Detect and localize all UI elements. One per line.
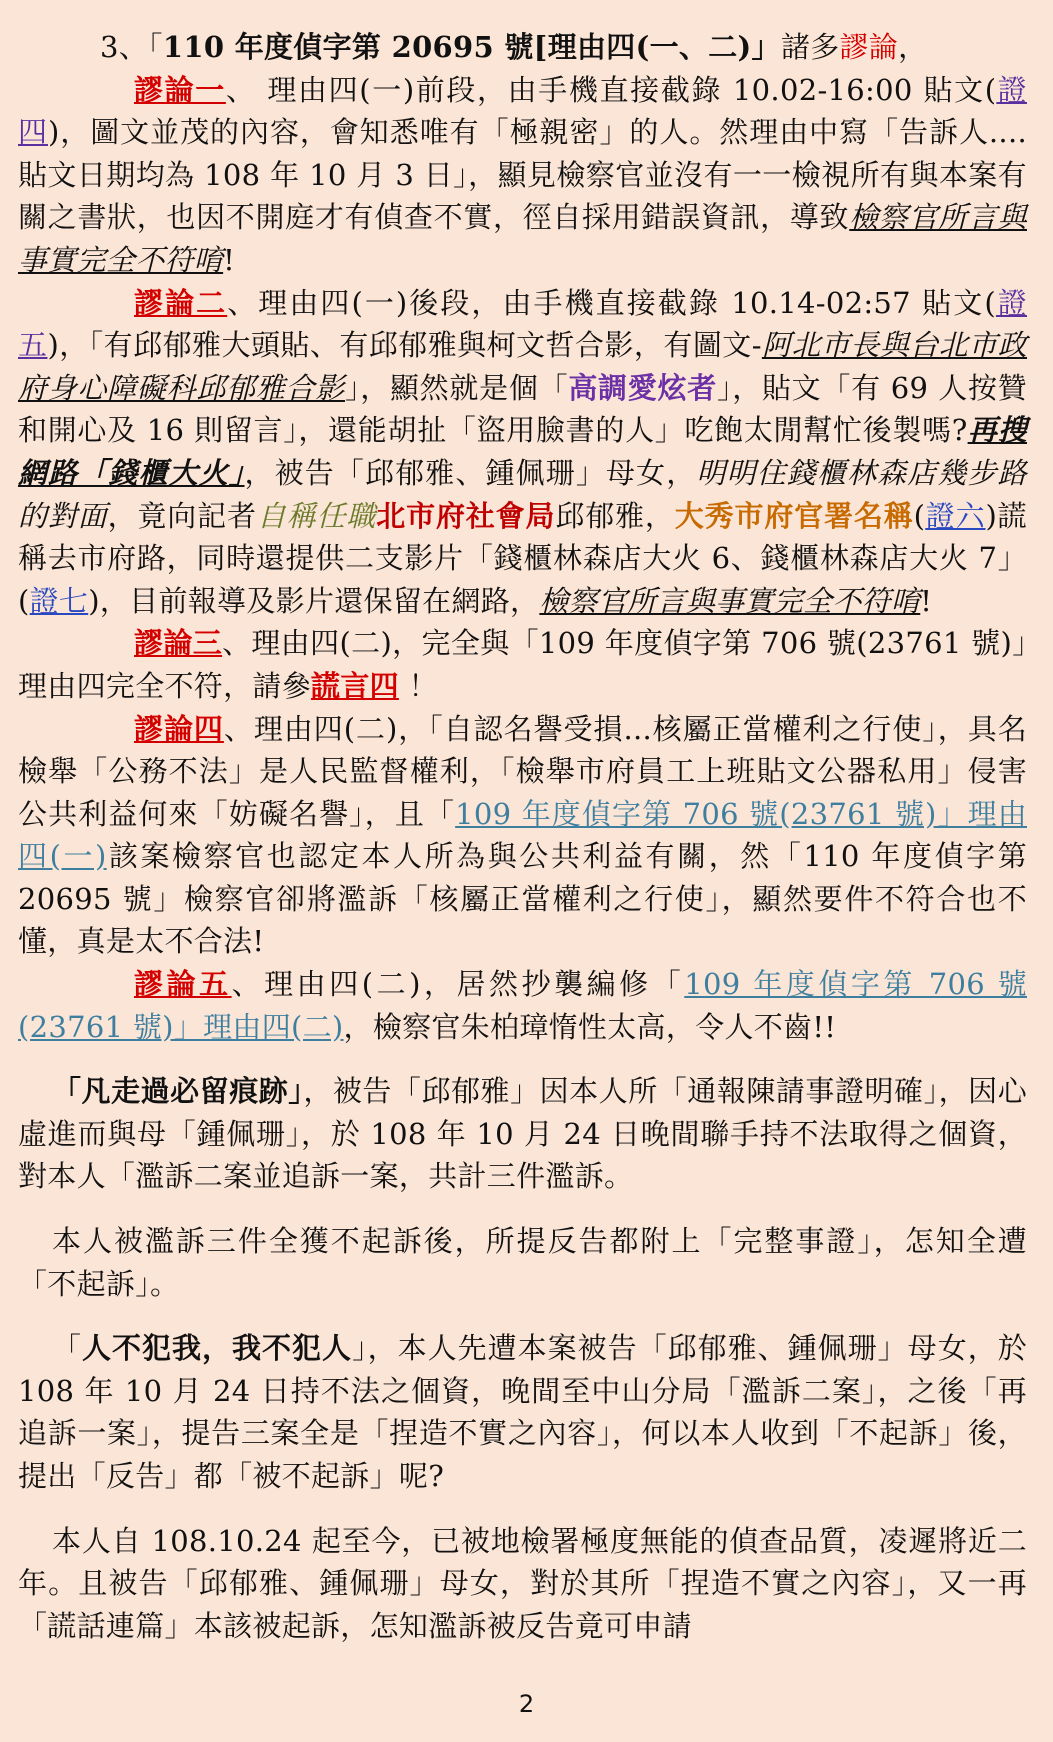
fallacy-tag: 謬論四 [134, 711, 224, 746]
fallacy-tag: 謬論三 [134, 626, 223, 661]
fallacy-four-paragraph: 謬論四、理由四(二)，「自認名譽受損...核屬正當權利之行使」，具名檢舉「公務不法」是人民監督權利，「檢舉市府員工上班貼文公器私用」侵害公共利益何來「妨礙名譽」，且「109 年度偵字第 706 號(23761 號)」理由四(一)該案檢察官也認定本人所為與公共利益有關，然「110 年度偵字第 20695 號」檢察官卻將濫訴「核屬正當權利之行使」，顯然要件不符合也不懂，真是太不合法! [18, 711, 1028, 959]
lie-reference: 謊言四 [311, 668, 399, 703]
fallacy-two-paragraph: 謬論二、理由四(一)後段，由手機直接截錄 10.14-02:57 貼文(證五)，「有邱郁雅大頭貼、有邱郁雅與柯文哲合影，有圖文-阿北市長與台北市政府身心障礙科邱郁雅合影」，顯然就是個「高調愛炫者」，貼文「有 69 人按贊和開心及 16 則留言」，還能胡扯「盜用臉書的人」吃飽太閒幫忙後製嗎?再搜網路「錢櫃大火」，被告「邱郁雅、鍾佩珊」母女，明明住錢櫃林森店幾步路的對面，竟向記者自稱任職北市府社會局邱郁雅，大秀市府官署名稱(證六)謊稱去市府路，同時還提供二支影片「錢櫃林森店大火 6、錢櫃林森店大火 7」(證七)，目前報導及影片還保留在網路，檢察官所言與事實完全不符唷! [18, 285, 1028, 618]
fallacy-three-paragraph: 謬論三、理由四(二)，完全與「109 年度偵字第 706 號(23761 號)」理由四完全不符，請參謊言四 ！ [18, 626, 1027, 703]
page-number: 2 [518, 1690, 535, 1718]
evidence-link[interactable]: 證六 [925, 498, 986, 533]
case-reference-link[interactable]: 109 年度偵字第 706 號(23761 號)」理由四(一) [18, 796, 1027, 874]
fallacy-tag: 謬論一 [134, 72, 226, 107]
fallacy-five-paragraph: 謬論五、理由四(二)，居然抄襲編修「109 年度偵字第 706 號(23761 號)」理由四(二)，檢察官朱柏璋惰性太高，令人不齒!! [18, 967, 1027, 1044]
evidence-link[interactable]: 證五 [18, 285, 1028, 363]
evidence-link[interactable]: 證七 [29, 583, 89, 618]
body-paragraph: 「人不犯我，我不犯人」，本人先遭本案被告「邱郁雅、鍾佩珊」母女，於 108 年 10 月 24 日持不法之個資，晚間至中山分局「濫訴二案」，之後「再追訴一案」，提告三案全是「捏造不實之內容」，何以本人收到「不起訴」後，提出「反告」都「被不起訴」呢? [18, 1331, 1028, 1493]
body-paragraph: 本人自 108.10.24 起至今，已被地檢署極度無能的偵查品質，凌遲將近二年。且被告「邱郁雅、鍾佩珊」母女，對於其所「捏造不實之內容」，又一再「謊話連篇」本該被起訴，怎知濫訴被反告竟可申請 [18, 1523, 1027, 1643]
body-paragraph: 「凡走過必留痕跡」，被告「邱郁雅」因本人所「通報陳請事證明確」，因心虛進而與母「鍾佩珊」，於 108 年 10 月 24 日晚間聯手持不法取得之個資，對本人「濫訴二案並追訴一案，共計三件濫訴。 [18, 1074, 1027, 1194]
section-heading: 3、「110 年度偵字第 20695 號[理由四(一、二)」諸多謬論， [100, 30, 928, 64]
case-reference-link[interactable]: 109 年度偵字第 706 號(23761 號)」理由四(二) [18, 967, 1027, 1044]
fallacy-one-paragraph: 謬論一、 理由四(一)前段，由手機直接截錄 10.02-16:00 貼文(證四)，圖文並茂的內容，會知悉唯有「極親密」的人。然理由中寫「告訴人....貼文日期均為 108 年 10 月 3 日」，顯見檢察官並沒有一一檢視所有與本案有關之書狀，也因不開庭才有偵查不實，徑自採用錯誤資訊，導致檢察官所言與事實完全不符唷! [18, 72, 1027, 277]
fallacy-tag: 謬論五 [134, 967, 232, 1002]
fallacy-tag: 謬論二 [134, 285, 228, 320]
body-paragraph: 本人被濫訴三件全獲不起訴後，所提反告都附上「完整事證」，怎知全遭「不起訴」。 [18, 1224, 1027, 1301]
evidence-link[interactable]: 證四 [18, 72, 1027, 150]
